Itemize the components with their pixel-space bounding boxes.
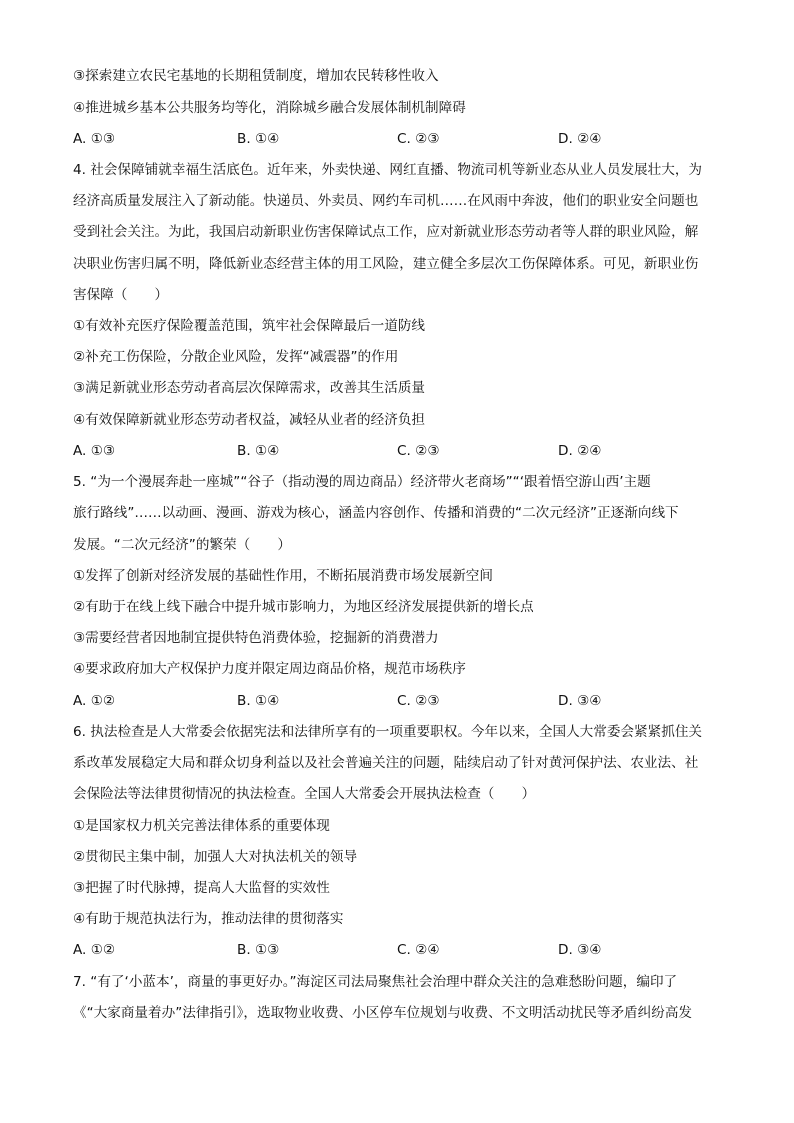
q6-option-d: D. ③④: [558, 942, 602, 958]
q6-item-1: ①是国家权力机关完善法律体系的重要体现: [73, 818, 330, 834]
q5-item-2: ②有助于在线上线下融合中提升城市影响力，为地区经济发展提供新的增长点: [73, 599, 534, 615]
q4-option-a: A. ①③: [73, 443, 116, 459]
q5-option-d: D. ③④: [558, 693, 602, 709]
q6-item-2: ②贯彻民主集中制，加强人大对执法机关的领导: [73, 849, 358, 865]
q6-stem-line: 6. 执法检查是人大常委会依据宪法和法律所享有的一项重要职权。今年以来，全国人大常委会紧紧抓住关: [73, 724, 703, 740]
q3-option-a: A. ①③: [73, 131, 116, 147]
q4-option-d: D. ②④: [558, 443, 602, 459]
q3-item-3: ③探索建立农民宅基地的长期租赁制度，增加农民转移性收入: [73, 68, 439, 84]
q3-option-b: B. ①④: [237, 131, 280, 147]
q5-stem-line: 5. “为一个漫展奔赴一座城”“谷子（指动漫的周边商品）经济带火老商场”“‘跟着悟空游山西’主题: [73, 474, 651, 490]
q4-option-b: B. ①④: [237, 443, 280, 459]
q3-option-c: C. ②③: [397, 131, 440, 147]
q6-stem-line: 会保险法等法律贯彻情况的执法检查。全国人大常委会开展执法检查（ ）: [73, 786, 536, 802]
q4-option-c: C. ②③: [397, 443, 440, 459]
q5-options: [73, 691, 733, 711]
q4-item-1: ①有效补充医疗保险覆盖范围，筑牢社会保障最后一道防线: [73, 318, 426, 334]
q4-options: [73, 441, 733, 461]
q6-option-b: B. ①③: [237, 942, 280, 958]
q6-option-c: C. ②④: [397, 942, 440, 958]
q4-item-4: ④有效保障新就业形态劳动者权益，减轻从业者的经济负担: [73, 412, 426, 428]
q4-item-2: ②补充工伤保险，分散企业风险，发挥“减震器”的作用: [73, 349, 399, 365]
q6-options: [73, 940, 733, 960]
q7-stem-line: 《“大家商量着办”法律指引》，选取物业收费、小区停车位规划与收费、不文明活动扰民等矛盾纠纷高发: [73, 1005, 693, 1021]
q4-stem-line: 害保障（ ）: [73, 287, 169, 303]
q5-item-1: ①发挥了创新对经济发展的基础性作用，不断拓展消费市场发展新空间: [73, 568, 493, 584]
q4-stem-line: 受到社会关注。为此，我国启动新职业伤害保障试点工作，应对新就业形态劳动者等人群的职业风险，解: [73, 224, 699, 240]
q3-option-d: D. ②④: [558, 131, 602, 147]
q6-option-a: A. ①②: [73, 942, 116, 958]
q5-option-c: C. ②③: [397, 693, 440, 709]
q5-item-4: ④要求政府加大产权保护力度并限定周边商品价格，规范市场秩序: [73, 661, 466, 677]
q4-stem-line: 4. 社会保障铺就幸福生活底色。近年来，外卖快递、网红直播、物流司机等新业态从业人员发展壮大，为: [73, 162, 703, 178]
q5-option-a: A. ①②: [73, 693, 116, 709]
q5-stem-line: 旅行路线”……以动画、漫画、游戏为核心，涵盖内容创作、传播和消费的“二次元经济”正逐渐向线下: [73, 505, 679, 521]
q5-option-b: B. ①④: [237, 693, 280, 709]
q4-stem-line: 经济高质量发展注入了新动能。快递员、外卖员、网约车司机……在风雨中奔波，他们的职业安全问题也: [73, 193, 699, 209]
q6-stem-line: 系改革发展稳定大局和群众切身利益以及社会普遍关注的问题，陆续启动了针对黄河保护法、农业法、社: [73, 755, 699, 771]
q7-stem-line: 7. “有了‘小蓝本’，商量的事更好办。”海淀区司法局聚焦社会治理中群众关注的急难愁盼问题，编印了: [73, 974, 678, 990]
q3-options: [73, 129, 733, 149]
q6-item-4: ④有助于规范执法行为，推动法律的贯彻落实: [73, 911, 344, 927]
q5-item-3: ③需要经营者因地制宜提供特色消费体验，挖掘新的消费潜力: [73, 630, 439, 646]
q4-stem-line: 决职业伤害归属不明，降低新业态经营主体的用工风险，建立健全多层次工伤保障体系。可见，新职业伤: [73, 256, 699, 272]
q6-item-3: ③把握了时代脉搏，提高人大监督的实效性: [73, 880, 330, 896]
q5-stem-line: 发展。“二次元经济”的繁荣（ ）: [73, 537, 291, 553]
q4-item-3: ③满足新就业形态劳动者高层次保障需求，改善其生活质量: [73, 380, 426, 396]
q3-item-4: ④推进城乡基本公共服务均等化，消除城乡融合发展体制机制障碍: [73, 100, 466, 116]
